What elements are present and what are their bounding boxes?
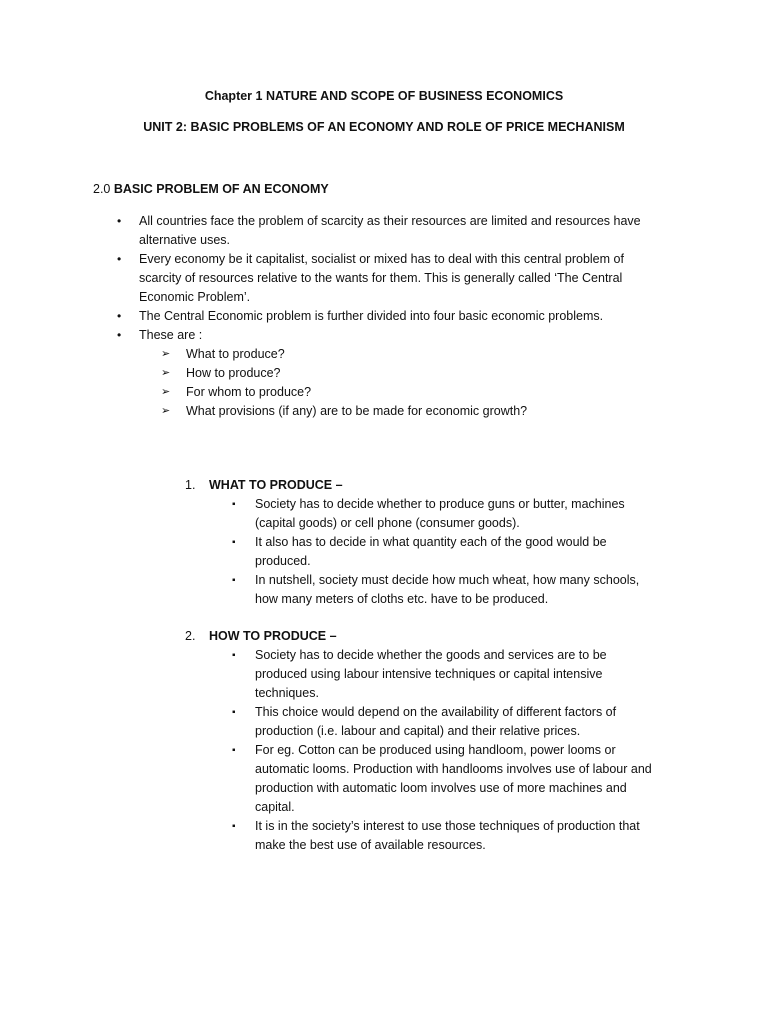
section-point-line: production with automatic loom involves use of more machines and	[255, 781, 627, 795]
section-list-heading: HOW TO PRODUCE –	[209, 629, 337, 643]
section-point-item	[232, 646, 689, 703]
problem-item	[161, 402, 706, 421]
intro-bullet-list	[117, 212, 699, 345]
square-bullet-icon: ▪	[232, 650, 236, 661]
problem-text: What provisions (if any) are to be made for economic growth?	[186, 404, 528, 418]
intro-bullet-item	[117, 250, 699, 307]
section-heading	[93, 180, 329, 198]
section-point-item	[232, 703, 689, 741]
square-bullet-icon: ▪	[232, 707, 236, 718]
intro-bullet-line: Every economy be it capitalist, socialist or mixed has to deal with this central problem of	[139, 252, 624, 266]
problem-text: What to produce?	[186, 347, 285, 361]
intro-bullet-line: These are :	[139, 328, 203, 342]
problem-item	[161, 383, 706, 402]
section-point-item	[232, 741, 689, 817]
section-point-line: It is in the society’s interest to use those techniques of production that	[255, 819, 640, 833]
section-points-list	[209, 646, 689, 855]
section-point-item	[232, 495, 689, 533]
section-list-heading: WHAT TO PRODUCE –	[209, 478, 343, 492]
section-point-line: automatic looms. Production with handlooms involves use of labour and	[255, 762, 652, 776]
numbered-section-heading	[185, 627, 689, 646]
section-point-item	[232, 571, 689, 609]
intro-bullet-line: Economic Problem’.	[139, 290, 251, 304]
section-number: 2.0	[93, 182, 111, 196]
problem-text: How to produce?	[186, 366, 281, 380]
square-bullet-icon: ▪	[232, 821, 236, 832]
arrow-bullet-icon: ➢	[161, 386, 171, 398]
section-point-item	[232, 533, 689, 571]
arrow-bullet-icon: ➢	[161, 405, 171, 417]
bullet-dot-icon: •	[117, 328, 122, 342]
section-point-item	[232, 817, 689, 855]
intro-bullet-line: All countries face the problem of scarcity as their resources are limited and resources have	[139, 214, 641, 228]
section-point-line: It also has to decide in what quantity each of the good would be	[255, 535, 607, 549]
section-point-line: Society has to decide whether the goods and services are to be	[255, 648, 607, 662]
intro-bullet-item	[117, 212, 699, 250]
bullet-dot-icon: •	[117, 252, 122, 266]
section-point-line: In nutshell, society must decide how much wheat, how many schools,	[255, 573, 640, 587]
section-point-line: (capital goods) or cell phone (consumer goods).	[255, 516, 520, 530]
section-points-list	[209, 495, 689, 609]
unit-title: UNIT 2: BASIC PROBLEMS OF AN ECONOMY AND ROLE OF PRICE MECHANISM	[143, 120, 625, 134]
arrow-bullet-icon: ➢	[161, 348, 171, 360]
numbered-section-what-to-produce	[185, 476, 689, 609]
section-point-line: produced.	[255, 554, 311, 568]
numbered-section-heading	[185, 476, 689, 495]
problem-item	[161, 364, 706, 383]
section-point-line: produced using labour intensive techniques or capital intensive	[255, 667, 603, 681]
intro-bullet-item	[117, 307, 699, 326]
section-title: BASIC PROBLEM OF AN ECONOMY	[113, 182, 329, 196]
section-list-number: 1.	[185, 478, 196, 492]
intro-bullet-line: alternative uses.	[139, 233, 231, 247]
square-bullet-icon: ▪	[232, 537, 236, 548]
problem-item	[161, 345, 706, 364]
intro-bullet-line: scarcity of resources relative to the wants for them. This is generally called ‘The Central	[139, 271, 623, 285]
intro-bullet-item	[117, 326, 699, 345]
square-bullet-icon: ▪	[232, 575, 236, 586]
section-point-line: For eg. Cotton can be produced using handloom, power looms or	[255, 743, 616, 757]
section-point-line: Society has to decide whether to produce guns or butter, machines	[255, 497, 625, 511]
section-point-line: capital.	[255, 800, 295, 814]
section-point-line: make the best use of available resources.	[255, 838, 486, 852]
chapter-title: Chapter 1 NATURE AND SCOPE OF BUSINESS ECONOMICS	[204, 89, 564, 103]
problem-text: For whom to produce?	[186, 385, 312, 399]
numbered-section-how-to-produce	[185, 627, 689, 855]
problems-list	[161, 345, 706, 421]
section-point-line: how many meters of cloths etc. have to be produced.	[255, 592, 549, 606]
bullet-dot-icon: •	[117, 214, 122, 228]
intro-bullet-line: The Central Economic problem is further divided into four basic economic problems.	[139, 309, 604, 323]
section-list-number: 2.	[185, 629, 196, 643]
square-bullet-icon: ▪	[232, 745, 236, 756]
bullet-dot-icon: •	[117, 309, 122, 323]
square-bullet-icon: ▪	[232, 499, 236, 510]
arrow-bullet-icon: ➢	[161, 367, 171, 379]
section-point-line: techniques.	[255, 686, 319, 700]
section-point-line: This choice would depend on the availability of different factors of	[255, 705, 617, 719]
section-point-line: production (i.e. labour and capital) and their relative prices.	[255, 724, 581, 738]
